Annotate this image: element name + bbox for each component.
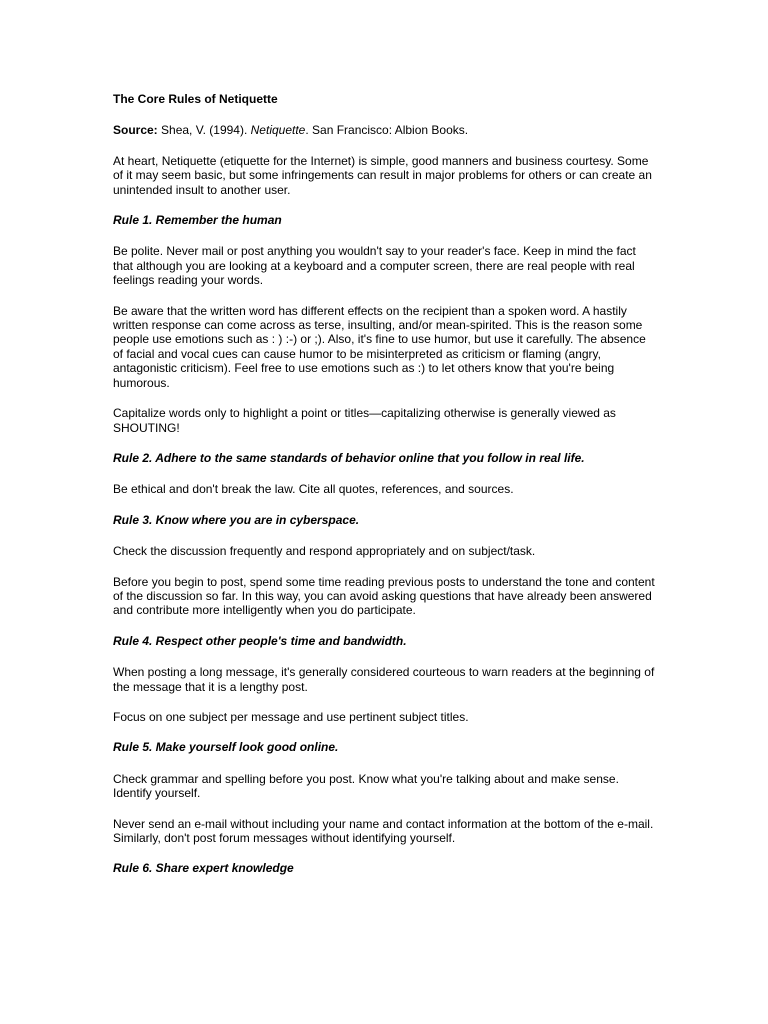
source-citation bbox=[113, 123, 658, 137]
document-title: The Core Rules of Netiquette bbox=[113, 92, 278, 106]
rule-5-paragraph-1: Check grammar and spelling before you post. Know what you're talking about and make sense. Identify yourself. bbox=[113, 771, 619, 801]
rule-5-paragraph-2: Never send an e-mail without including your name and contact information at the bottom of the e-mail. Similarly, don't post forum messages without identifying yourself. bbox=[113, 816, 654, 845]
rule-3-heading: Rule 3. Know where you are in cyberspace. bbox=[113, 512, 360, 527]
source-book-title: Netiquette bbox=[250, 123, 306, 138]
source-author: Shea, V. (1994). bbox=[157, 123, 251, 138]
rule-4-paragraph-2: Focus on one subject per message and use pertinent subject titles. bbox=[113, 709, 469, 724]
source-publisher: . San Francisco: Albion Books. bbox=[305, 123, 469, 138]
rule-4-paragraph-1: When posting a long message, it's generally considered courteous to warn readers at the beginning of the message that it is a lengthy post. bbox=[113, 665, 655, 694]
intro-paragraph: At heart, Netiquette (etiquette for the Internet) is simple, good manners and business courtesy. Some of it may seem basic, but some infringements can result in major problems for others or can create an unintended insult to another user. bbox=[113, 153, 652, 197]
rule-4-heading: Rule 4. Respect other people's time and bandwidth. bbox=[113, 633, 407, 648]
document-page bbox=[113, 92, 658, 893]
source-label: Source: bbox=[113, 123, 158, 138]
rule-2-paragraph-1: Be ethical and don't break the law. Cite all quotes, references, and sources. bbox=[113, 482, 514, 497]
rule-6-heading: Rule 6. Share expert knowledge bbox=[113, 861, 294, 876]
rule-1-paragraph-1: Be polite. Never mail or post anything you wouldn't say to your reader's face. Keep in mind the fact that although you are looking at a keyboard and a computer screen, there are real people with real feelings reading your words. bbox=[113, 244, 636, 288]
rule-5-heading: Rule 5. Make yourself look good online. bbox=[113, 740, 339, 755]
rule-1-paragraph-3: Capitalize words only to highlight a point or titles—capitalizing otherwise is generally viewed as SHOUTING! bbox=[113, 406, 616, 435]
rule-1-paragraph-2: Be aware that the written word has different effects on the recipient than a spoken word. A hastily written response can come across as terse, insulting, and/or mean-spirited. This is the reason some people use emotions such as : ) :-) or ;). Also, it's fine to use humor, but use it carefully. The absence of facial and vocal cues can cause humor to be misinterpreted as criticism or flaming (angry, antagonistic criticism). Feel free to use emotions such as :) to let others know that you're being humorous. bbox=[113, 303, 646, 390]
rule-1-heading: Rule 1. Remember the human bbox=[113, 213, 282, 228]
rule-2-heading: Rule 2. Adhere to the same standards of behavior online that you follow in real life. bbox=[113, 450, 585, 465]
rule-3-paragraph-1: Check the discussion frequently and respond appropriately and on subject/task. bbox=[113, 544, 536, 559]
rule-3-paragraph-2: Before you begin to post, spend some time reading previous posts to understand the tone and content of the discussion so far. In this way, you can avoid asking questions that have already been answered and contribute more intelligently when you do participate. bbox=[113, 574, 655, 618]
